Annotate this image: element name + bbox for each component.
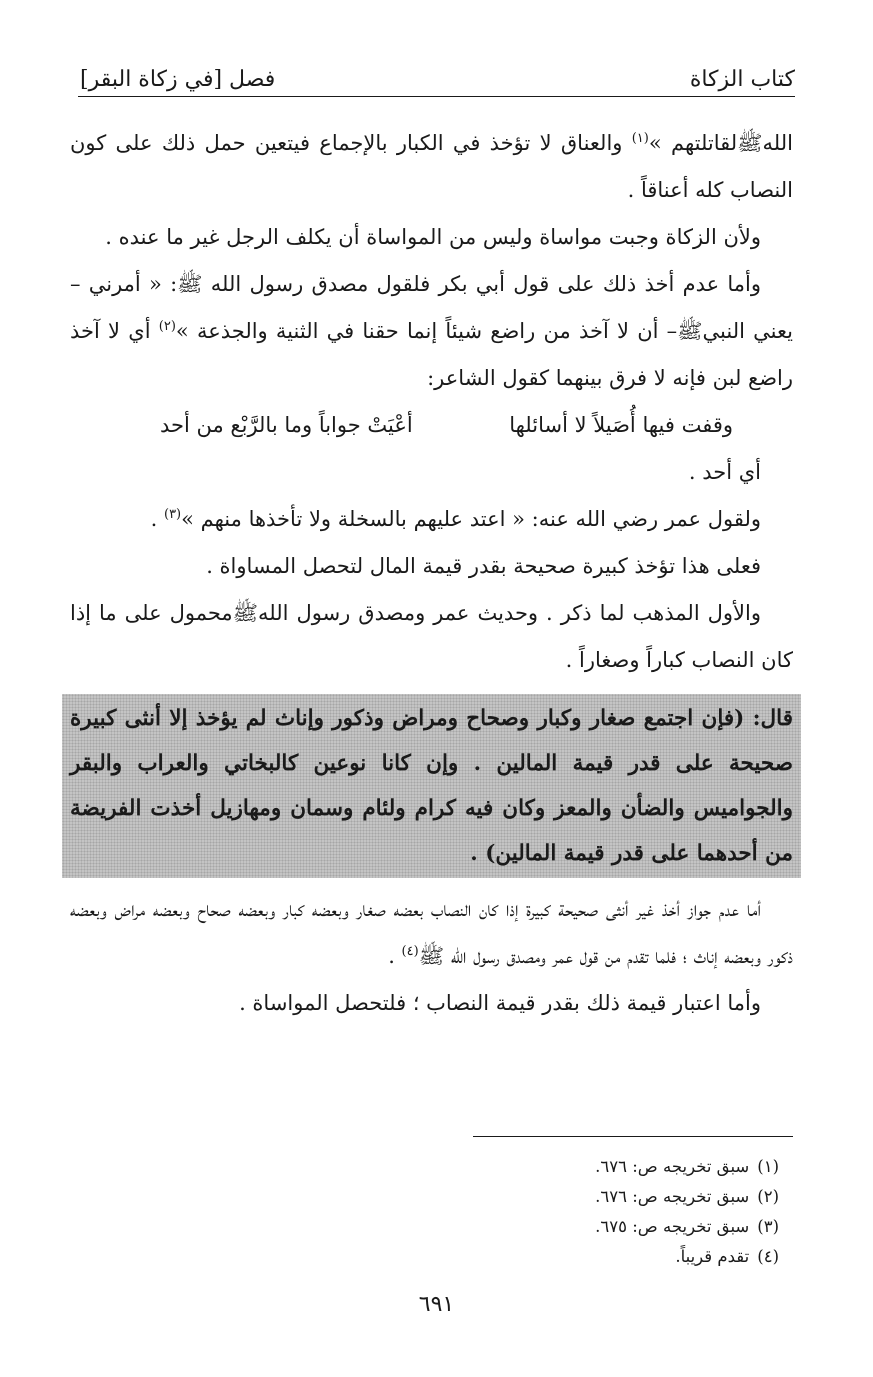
main-text (70, 120, 793, 1027)
paragraph (70, 120, 793, 214)
paragraph: أي أحد . (688, 460, 761, 484)
paragraph (70, 886, 793, 980)
text-span: أما عدم جواز أخذ غير أنثى صحيحة كبيرة إذا كان النصاب بعضه صغار وبعضه كبار وبعضه صحاح وبعضه مراض وبعضه ذكور وبعضه إناث ؛ فلما تقدم من قول عمر ومصدق رسول الله ﷺ (70, 897, 793, 968)
footnote-ref: (٢) (158, 319, 176, 334)
verse-second-hemistich: أعْيَتْ جواباً وما بالرَّبْع من أحد (160, 413, 413, 437)
paragraph: وأما اعتبار قيمة ذلك بقدر قيمة النصاب ؛ فلتحصل المواساة . (239, 991, 761, 1015)
verse-first-hemistich: وقفت فيها أُصَيلاً لا أسائلها (509, 413, 733, 437)
text-span: . (150, 507, 164, 531)
paragraph (70, 496, 793, 543)
paragraph (70, 261, 793, 402)
header-rule (78, 96, 795, 97)
footnote-number: (٣) (757, 1217, 779, 1236)
text-span: والعناق لا تؤخذ في الكبار بالإجماع فيتعين حمل ذلك على كون النصاب كله أعناقاً . (70, 131, 793, 202)
page-number: ٦٩١ (418, 1292, 455, 1317)
section-title: فصل [في زكاة البقر] (80, 67, 276, 92)
text-span: اللهﷺلقاتلتهم » (648, 131, 793, 155)
footnote-number: (٢) (757, 1187, 779, 1206)
footnote-ref: (٣) (163, 507, 182, 522)
book-title: كتاب الزكاة (689, 67, 795, 92)
footnote-rule (473, 1136, 793, 1137)
footnote (379, 1152, 779, 1182)
footnote-ref: (٤) (401, 944, 419, 959)
running-header (80, 52, 795, 92)
footnote-text: تقدم قريباً. (675, 1247, 750, 1266)
matn-text: قال: (فإن اجتمع صغار وكبار وصحاح ومراض وذكور وإناث لم يؤخذ إلا أنثى كبيرة صحيحة على قدر قيمة المالين . وإن كانا نوعين كالبخاتي والعراب والبقر والجواميس والضأن والمعز وكان فيه كرام ولئام وسمان ومهازيل أخذت الفريضة من أحدهما على قدر قيمة المالين) . (70, 706, 793, 866)
footnote-number: (٤) (757, 1247, 779, 1266)
paragraph: فعلى هذا تؤخذ كبيرة صحيحة بقدر قيمة المال لتحصل المساواة . (206, 554, 761, 578)
footnote-text: سبق تخريجه ص: ٦٧٦. (595, 1187, 750, 1206)
footnote-ref: (١) (631, 131, 649, 146)
paragraph: ولأن الزكاة وجبت مواساة وليس من المواساة أن يكلف الرجل غير ما عنده . (105, 225, 761, 249)
footnote (379, 1182, 779, 1212)
footnote-text: سبق تخريجه ص: ٦٧٦. (595, 1157, 750, 1176)
poem-verse (70, 402, 793, 449)
text-span: ولقول عمر رضي الله عنه: « اعتد عليهم بالسخلة ولا تأخذها منهم » (181, 507, 761, 531)
text-span: أي لا آخذ راضع لبن فإنه لا فرق بينهما كقول الشاعر: (70, 319, 793, 390)
footnote (379, 1212, 779, 1242)
text-span: . (388, 944, 402, 968)
footnotes (379, 1152, 779, 1272)
paragraph: والأول المذهب لما ذكر . وحديث عمر ومصدق رسول اللهﷺمحمول على ما إذا كان النصاب كباراً وصغاراً . (70, 601, 793, 672)
footnote-text: سبق تخريجه ص: ٦٧٥. (595, 1217, 750, 1236)
text-span: وأما عدم أخذ ذلك على قول أبي بكر فلقول مصدق رسول الله ﷺ: « أمرني – يعني النبيﷺ– أن لا آخذ من راضع شيئاً إنما حقنا في الثنية والجذعة » (70, 272, 793, 343)
footnote-number: (١) (757, 1157, 779, 1176)
shaded-matn-block (62, 694, 801, 878)
footnote (379, 1242, 779, 1272)
